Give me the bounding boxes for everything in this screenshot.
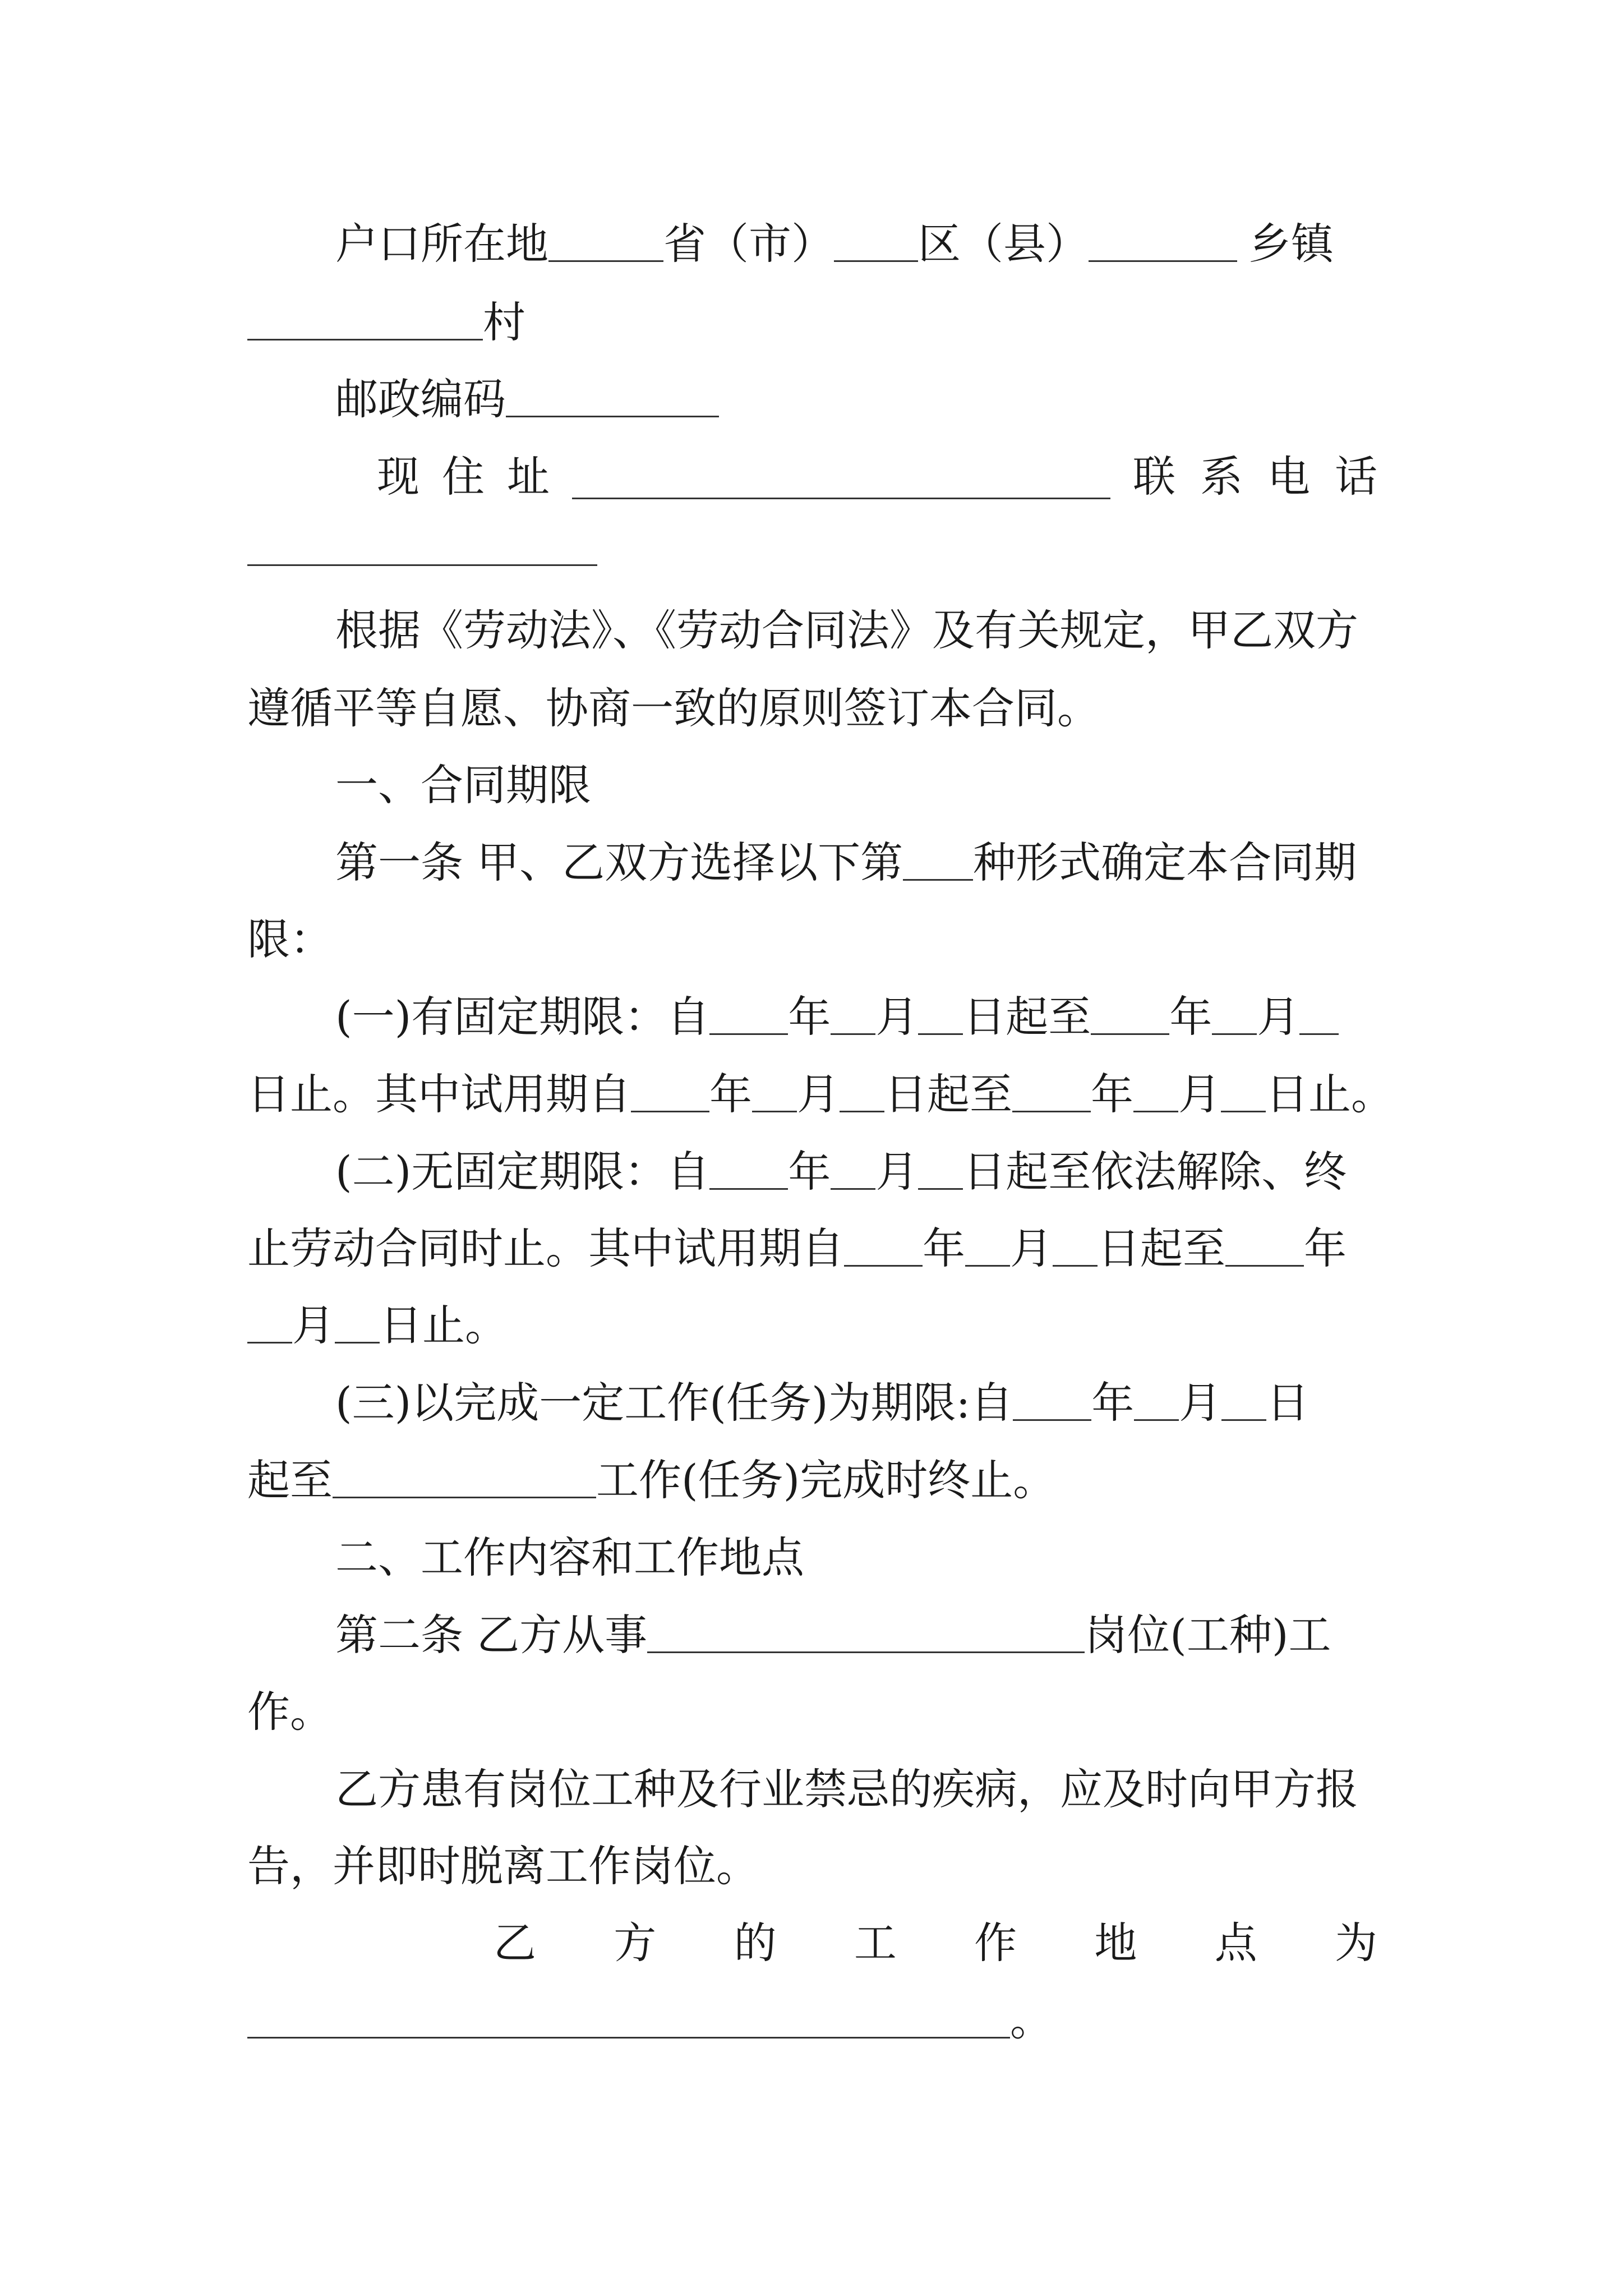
month-label: 月 [797, 1069, 840, 1119]
day-blank[interactable] [1221, 1068, 1266, 1112]
workplace-char: 点 [1214, 1918, 1257, 1968]
township-label: 乡镇 [1248, 219, 1334, 269]
article1-line1 [335, 829, 1377, 896]
year-label: 年 [1304, 1223, 1347, 1273]
open-text-b: 日起至依法解除、终 [963, 1147, 1347, 1197]
postal-label: 邮政编码 [335, 374, 506, 424]
year-blank[interactable] [709, 1145, 788, 1190]
year-label: 年 [709, 1069, 752, 1119]
year-blank[interactable] [1012, 1068, 1091, 1112]
address-char: 址 [507, 452, 550, 501]
day-label: 日起至 [884, 1069, 1012, 1119]
workplace-char: 工 [854, 1918, 897, 1968]
phone-char: 系 [1200, 452, 1243, 501]
task-term-line2 [247, 1447, 1377, 1514]
form-choice-blank[interactable] [903, 836, 973, 881]
task-text-b: 工作(任务)完成时终止。 [596, 1455, 1056, 1505]
month-blank[interactable] [247, 1299, 292, 1343]
year-label: 年 [788, 1147, 831, 1197]
village-label: 村 [483, 297, 525, 347]
address-char: 住 [442, 452, 485, 501]
year-label: 年 [923, 1223, 965, 1273]
month-label: 月 [1257, 992, 1300, 1042]
day-blank[interactable] [1221, 1377, 1266, 1421]
open-text: (二)无固定期限：自 [335, 1147, 710, 1197]
illness-paragraph-line1: 乙方患有岗位工种及行业禁忌的疾病，应及时向甲方报 [335, 1764, 1358, 1814]
month-label: 月 [875, 992, 919, 1042]
address-char: 现 [377, 452, 419, 501]
workplace-blank[interactable] [247, 1994, 1010, 2039]
day-label: 日止。 [380, 1300, 508, 1350]
residence-label: 户口所在地 [335, 219, 548, 269]
postal-line [335, 366, 1377, 433]
year-blank[interactable] [1091, 991, 1169, 1035]
residence-line [335, 210, 1377, 278]
year-blank[interactable] [1225, 1222, 1304, 1267]
month-blank[interactable] [752, 1068, 797, 1112]
district-label: 区（县） [918, 219, 1089, 269]
postal-blank[interactable] [506, 373, 719, 417]
month-blank[interactable] [831, 1145, 875, 1190]
month-label: 月 [1010, 1223, 1053, 1273]
province-blank[interactable] [548, 218, 663, 262]
day-blank[interactable] [918, 1145, 963, 1190]
article1-text-b: 种形式确定本合同期 [973, 838, 1357, 887]
article2-line1 [335, 1602, 1377, 1669]
month-blank[interactable] [831, 991, 875, 1035]
year-blank[interactable] [631, 1068, 709, 1112]
fixed-text: 日止。其中试用期自 [247, 1069, 631, 1119]
task-end-blank[interactable] [333, 1454, 596, 1498]
phone-char: 联 [1133, 452, 1175, 501]
workplace-char: 的 [734, 1918, 777, 1968]
phone-char: 电 [1267, 452, 1310, 501]
address-line [377, 443, 1377, 510]
section-heading-work: 二、工作内容和工作地点 [335, 1533, 804, 1582]
day-label: 日止。 [1266, 1069, 1394, 1119]
month-label: 月 [1179, 1378, 1222, 1428]
task-term-line1 [335, 1369, 1377, 1437]
township-blank[interactable] [1089, 218, 1237, 262]
year-label: 年 [788, 992, 831, 1042]
basis-paragraph-line1: 根据《劳动法》、《劳动合同法》及有关规定，甲乙双方 [335, 605, 1358, 655]
village-line [247, 289, 1377, 356]
article2-text-b: 岗位(工种)工 [1085, 1610, 1331, 1660]
task-text: (三)以完成一定工作(任务)为期限:自 [335, 1378, 1013, 1428]
village-blank[interactable] [247, 296, 483, 341]
day-blank[interactable] [918, 991, 963, 1035]
workplace-line2 [247, 1987, 1377, 2054]
district-blank[interactable] [834, 218, 918, 262]
month-label: 月 [292, 1300, 335, 1350]
day-blank[interactable] [1053, 1222, 1098, 1267]
workplace-line [494, 1910, 1377, 1977]
year-label: 年 [1169, 992, 1212, 1042]
month-blank[interactable] [1134, 1377, 1179, 1421]
open-term-line2 [247, 1215, 1377, 1282]
illness-paragraph-line2: 告，并即时脱离工作岗位。 [247, 1841, 759, 1891]
month-label: 月 [875, 1147, 919, 1197]
day-label: 日起至 [1098, 1223, 1225, 1273]
open-text: 止劳动合同时止。其中试用期自 [247, 1223, 844, 1273]
phone-blank[interactable] [247, 564, 597, 566]
article2-line2: 作。 [247, 1687, 333, 1737]
workplace-char: 为 [1334, 1918, 1377, 1968]
month-blank[interactable] [965, 1222, 1010, 1267]
year-blank[interactable] [1013, 1377, 1091, 1421]
day-label: 日起至 [963, 992, 1091, 1042]
workplace-char: 作 [974, 1918, 1017, 1968]
section-heading-term: 一、合同期限 [335, 760, 591, 810]
open-term-line3 [247, 1292, 1377, 1359]
year-blank[interactable] [844, 1222, 923, 1267]
workplace-end-punct: 。 [1010, 1995, 1053, 2045]
month-label: 月 [1178, 1069, 1221, 1119]
article2-text: 第二条 乙方从事 [335, 1610, 648, 1660]
month-blank[interactable] [1133, 1068, 1178, 1112]
day-blank[interactable] [840, 1068, 884, 1112]
phone-char: 话 [1335, 452, 1377, 501]
fixed-term-line2 [247, 1061, 1394, 1128]
day-label: 日 [1266, 1378, 1310, 1428]
fixed-text: (一)有固定期限：自 [335, 992, 710, 1042]
fixed-term-line1 [335, 983, 1377, 1051]
day-blank[interactable] [335, 1299, 380, 1343]
day-blank[interactable] [1299, 991, 1339, 1035]
basis-paragraph-line2: 遵循平等自愿、协商一致的原则签订本合同。 [247, 683, 1100, 733]
article1-text: 第一条 甲、乙双方选择以下第 [335, 838, 903, 887]
open-term-line1 [335, 1138, 1377, 1205]
province-label: 省（市） [663, 219, 834, 269]
workplace-char: 地 [1094, 1918, 1137, 1968]
task-text: 起至 [247, 1455, 333, 1505]
article1-line2: 限： [247, 914, 333, 964]
year-label: 年 [1091, 1378, 1135, 1428]
workplace-char: 乙 [494, 1918, 536, 1968]
position-blank[interactable] [647, 1609, 1085, 1653]
year-blank[interactable] [709, 991, 788, 1035]
workplace-char: 方 [614, 1918, 657, 1968]
month-blank[interactable] [1212, 991, 1257, 1035]
address-blank[interactable] [572, 455, 1110, 499]
year-label: 年 [1091, 1069, 1133, 1119]
